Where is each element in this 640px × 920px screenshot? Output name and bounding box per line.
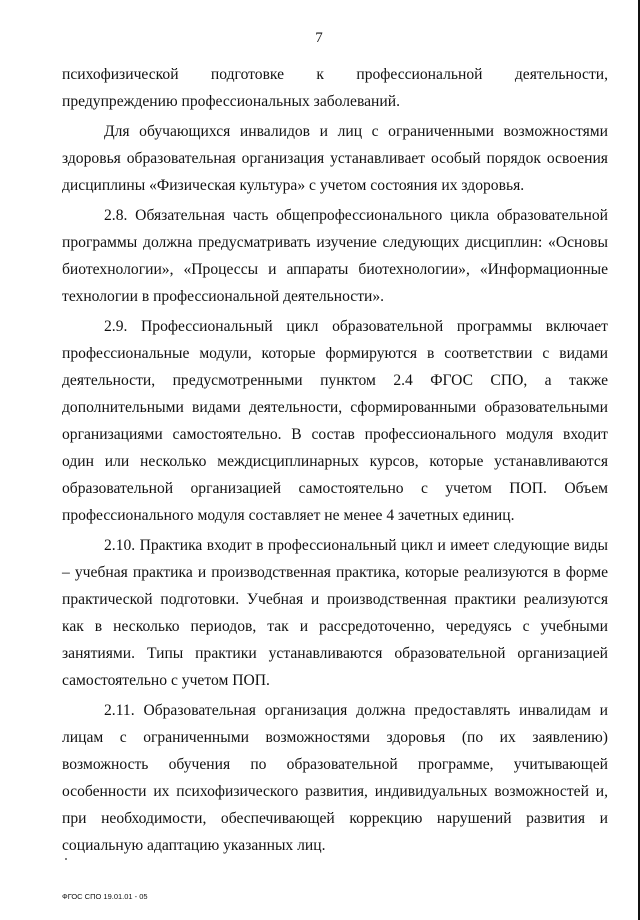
paragraph-2-11: 2.11. Образовательная организация должна предоставлять инвалидам и лицам с ограниченными возможностями здоровья (по их заявлению) возможность обучения по образовательной программе, учитывающей особенности их психофизического развития, индивидуальных возможностей и, при необходимости, обеспечивающей коррекцию нарушений развития и социальную адаптацию указанных лиц. (62, 702, 608, 854)
paragraph-2-9: 2.9. Профессиональный цикл образовательной программы включает профессиональные модули, которые формируются в соответствии с видами деятельности, предусмотренными пунктом 2.4 ФГОС СПО, а также дополнительными видами деятельности, сформированными образовательными организациями самостоятельно. В состав профессионального модуля входит один или несколько междисциплинарных курсов, которые устанавливаются образовательной организацией самостоятельно с учетом ПОП. Объем профессионального модуля составляет не менее 4 зачетных единиц. (62, 318, 608, 524)
document-body (62, 61, 608, 859)
scan-speck (65, 858, 67, 860)
paragraph-disabled-students: Для обучающихся инвалидов и лиц с ограниченными возможностями здоровья образовательная организация устанавливает особый порядок освоения дисциплины «Физическая культура» с учетом состояния их здоровья. (62, 123, 608, 194)
paragraph-2-10: 2.10. Практика входит в профессиональный цикл и имеет следующие виды – учебная практика и производственная практика, которые реализуются в форме практической подготовки. Учебная и производственная практики реализуются как в несколько периодов, так и рассредоточенно, чередуясь с учебными занятиями. Типы практики устанавливаются образовательной организацией самостоятельно с учетом ПОП. (62, 537, 608, 689)
paragraph-2-8: 2.8. Обязательная часть общепрофессионального цикла образовательной программы должна предусматривать изучение следующих дисциплин: «Основы биотехнологии», «Процессы и аппараты биотехнологии», «Информационные технологии в профессиональной деятельности». (62, 207, 608, 305)
paragraph-continuation: психофизической подготовке к профессиональной деятельности, предупреждению профессиональных заболеваний. (62, 66, 608, 110)
page-number: 7 (315, 30, 323, 46)
footer-document-code: ФГОС СПО 19.01.01 - 05 (62, 892, 148, 901)
